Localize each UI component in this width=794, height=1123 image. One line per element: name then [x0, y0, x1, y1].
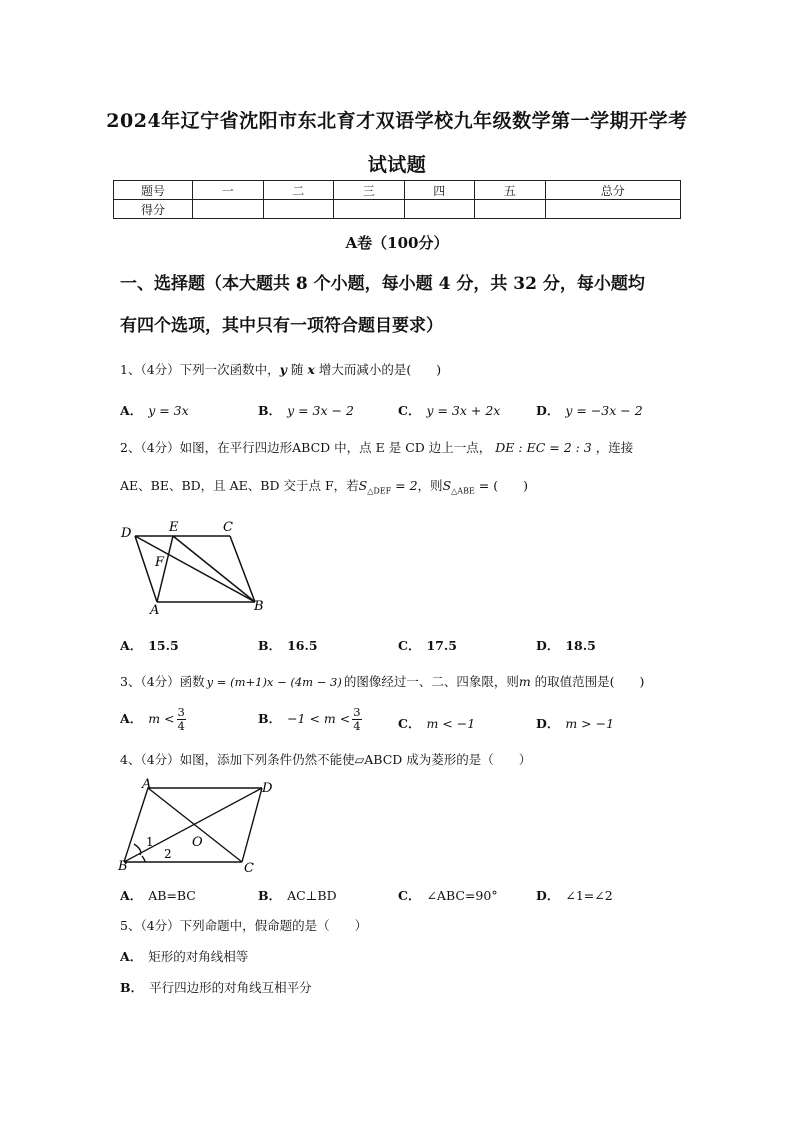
q1-option-a[interactable]: [120, 401, 189, 419]
table-cell: 得分: [114, 200, 193, 219]
q3-text: 3、（4分）函数: [120, 674, 205, 689]
score-cell[interactable]: [404, 200, 475, 219]
fraction-denominator: 4: [177, 719, 185, 733]
table-cell: 五: [475, 181, 546, 200]
page-title-line2: 试试题: [367, 154, 427, 176]
option-label: B．: [258, 403, 282, 418]
q4-parallelogram-figure: [112, 776, 282, 878]
q2-text: = ( ): [474, 478, 528, 493]
fraction-numerator: 3: [353, 705, 361, 719]
q4-option-b[interactable]: [258, 886, 337, 904]
q1-var-x: x: [307, 362, 315, 377]
q3-option-d[interactable]: [536, 714, 614, 732]
fraction-numerator: 3: [177, 705, 185, 719]
option-label: C．: [398, 638, 421, 653]
angle-2-arc: [142, 856, 145, 862]
table-cell: 三: [334, 181, 405, 200]
label-d: D: [262, 781, 273, 796]
q1-text: 增大而减小的是( ): [314, 362, 442, 377]
option-label: A．: [120, 949, 143, 964]
option-text: m < −1: [426, 716, 476, 731]
q4-option-d[interactable]: [536, 886, 613, 904]
q5-option-b[interactable]: [120, 978, 312, 996]
table-cell: 一: [193, 181, 264, 200]
option-text: 16.5: [287, 638, 318, 653]
score-cell[interactable]: [545, 200, 681, 219]
question-5-stem: 5、（4分）下列命题中，假命题的是（ ）: [120, 918, 368, 933]
option-text: AB=BC: [148, 888, 196, 903]
option-label: C．: [398, 716, 421, 731]
q2-area1-sub: △DEF: [367, 486, 392, 496]
label-b: B: [118, 859, 128, 874]
q2-area2: S: [442, 478, 452, 493]
table-cell: 题号: [114, 181, 193, 200]
q5-option-a[interactable]: [120, 947, 248, 965]
question-1-stem: [120, 360, 441, 378]
label-b: B: [254, 599, 264, 614]
option-label: D．: [536, 403, 560, 418]
question-4-stem: 4、（4分）如图，添加下列条件仍然不能使▱ABCD 成为菱形的是（ ）: [120, 752, 532, 767]
option-text: y = 3x − 2: [287, 403, 354, 418]
table-cell: 二: [263, 181, 334, 200]
q2-area1-val: = 2: [391, 478, 418, 493]
option-text: m > −1: [565, 716, 615, 731]
score-cell[interactable]: [475, 200, 546, 219]
option-text: y = −3x − 2: [565, 403, 643, 418]
option-label: B．: [258, 888, 282, 903]
edge-dc: [242, 788, 262, 862]
label-a: A: [142, 777, 152, 792]
score-cell[interactable]: [263, 200, 334, 219]
option-text: 15.5: [148, 638, 179, 653]
q2-area1: S: [358, 478, 368, 493]
q2-option-b[interactable]: [258, 636, 324, 654]
option-label: B．: [120, 980, 144, 995]
q3-text: 的取值范围是( ): [530, 674, 645, 689]
question-3-stem: [120, 672, 644, 690]
option-text: 18.5: [565, 638, 596, 653]
label-angle-2: 2: [164, 847, 172, 861]
q3-option-c[interactable]: [398, 714, 475, 732]
q2-ratio: DE : EC = 2 : 3: [495, 440, 592, 455]
q2-option-a[interactable]: [120, 636, 185, 654]
option-label: D．: [536, 638, 560, 653]
q3-text: 的图像经过一、二、四象限，则: [343, 674, 519, 689]
option-text: ∠1=∠2: [565, 888, 613, 903]
q2-area2-sub: △ABE: [451, 486, 475, 496]
section1-line1: 一、选择题（本大题共 8 个小题，每小题 4 分，共 32 分，每小题均: [120, 274, 645, 294]
section1-line2: 有四个选项，其中只有一项符合题目要求）: [120, 316, 443, 336]
option-label: A．: [120, 638, 143, 653]
label-angle-1: 1: [146, 835, 154, 849]
option-text: −1 < m <: [287, 711, 351, 726]
question-2-stem-line1: [120, 438, 633, 456]
q2-parallelogram-figure: [115, 518, 275, 618]
option-text: 矩形的对角线相等: [148, 949, 249, 964]
q1-text: 1、（4分）下列一次函数中，: [120, 362, 280, 377]
page-title-line1: 2024年辽宁省沈阳市东北育才双语学校九年级数学第一学期开学考: [106, 110, 688, 132]
q3-formula: y = (m+1)x − (4m − 3): [206, 675, 342, 689]
label-c: C: [244, 861, 254, 876]
q1-text: 随: [286, 362, 308, 377]
question-2-stem-line2: [120, 476, 528, 496]
label-f: F: [155, 555, 165, 570]
fraction: [352, 706, 361, 733]
label-c: C: [223, 520, 233, 535]
q1-option-b[interactable]: [258, 401, 354, 419]
option-label: D．: [536, 716, 560, 731]
option-text: 平行四边形的对角线互相平分: [149, 980, 312, 995]
option-label: A．: [120, 711, 143, 726]
option-text: AC⊥BD: [287, 888, 337, 903]
q2-text: ，则: [417, 478, 443, 493]
option-label: D．: [536, 888, 560, 903]
q1-var-y: y: [279, 362, 287, 377]
label-d: D: [121, 526, 132, 541]
table-cell: 总分: [545, 181, 681, 200]
q2-option-d[interactable]: [536, 636, 602, 654]
option-text: y = 3x: [148, 403, 189, 418]
option-text: 17.5: [426, 638, 457, 653]
q3-option-a[interactable]: [120, 706, 186, 733]
option-text: y = 3x + 2x: [426, 403, 501, 418]
score-table-header-row: [114, 181, 681, 200]
section1-heading: [120, 266, 690, 344]
label-e: E: [169, 520, 179, 535]
score-table: [113, 180, 681, 219]
option-label: C．: [398, 403, 421, 418]
q3-option-b[interactable]: [258, 706, 362, 733]
q2-text: 2、（4分）如图，在平行四边形ABCD 中，点 E 是 CD 边上一点，: [120, 440, 492, 455]
q4-option-a[interactable]: [120, 886, 196, 904]
q2-text: AE、BE、BD，且 AE、BD 交于点 F，若: [120, 478, 359, 493]
q1-option-c[interactable]: [398, 401, 500, 419]
q3-var-m: m: [518, 674, 531, 689]
diagonal-ac: [148, 788, 242, 862]
option-label: A．: [120, 403, 143, 418]
score-table-score-row: [114, 200, 681, 219]
table-cell: 四: [404, 181, 475, 200]
option-text: m <: [148, 711, 175, 726]
q1-option-d[interactable]: [536, 401, 643, 419]
option-label: A．: [120, 888, 143, 903]
q4-option-c[interactable]: [398, 886, 498, 904]
q2-option-c[interactable]: [398, 636, 463, 654]
label-o: O: [192, 835, 203, 850]
option-label: B．: [258, 711, 282, 726]
q2-text: ，连接: [595, 440, 634, 455]
fraction: [177, 706, 186, 733]
option-label: B．: [258, 638, 282, 653]
option-text: ∠ABC=90°: [426, 888, 498, 903]
score-cell[interactable]: [193, 200, 264, 219]
option-label: C．: [398, 888, 421, 903]
label-a: A: [150, 603, 160, 618]
fraction-denominator: 4: [353, 719, 361, 733]
score-cell[interactable]: [334, 200, 405, 219]
section-a-heading: A卷（100分）: [345, 234, 449, 252]
